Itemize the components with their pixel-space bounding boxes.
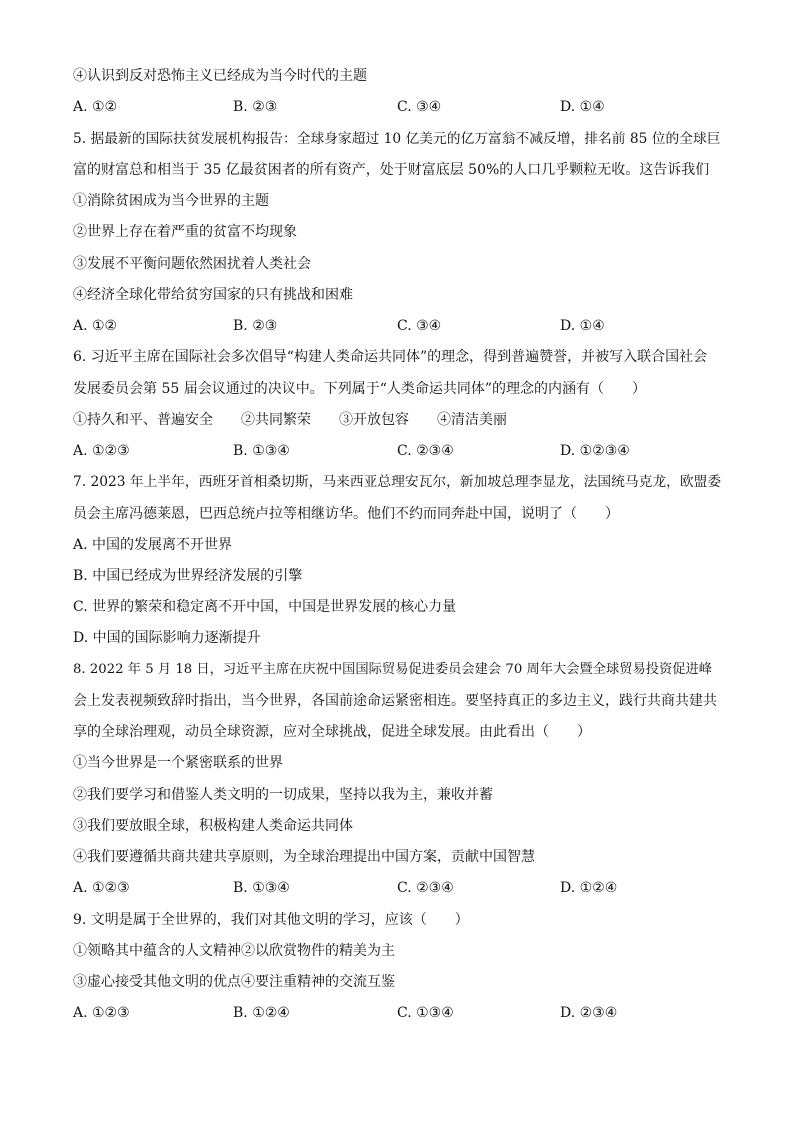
q6-option-b: B. ①③④ <box>233 443 290 459</box>
q8-option-d: D. ①②④ <box>560 880 618 896</box>
q6-stem-line-1: 6. 习近平主席在国际社会多次倡导“构建人类命运共同体”的理念，得到普遍赞誉，并被写入联合国社会 <box>73 349 708 365</box>
q4-option-b: B. ②③ <box>233 99 278 115</box>
q6-option-d: D. ①②③④ <box>560 443 630 459</box>
q4-statement-4: ④认识到反对恐怖主义已经成为当今时代的主题 <box>73 68 367 84</box>
q5-statement-2: ②世界上存在着严重的贫富不均现象 <box>73 224 297 240</box>
q9-stem: 9. 文明是属于全世界的，我们对其他文明的学习，应该（ ） <box>73 912 469 928</box>
q4-option-d: D. ①④ <box>560 99 605 115</box>
q5-option-a: A. ①② <box>73 318 118 334</box>
q6-options <box>73 441 723 461</box>
q5-option-d: D. ①④ <box>560 318 605 334</box>
q9-statements-3-4: ③虚心接受其他文明的优点④要注重精神的交流互鉴 <box>73 974 395 990</box>
q5-statement-4: ④经济全球化带给贫穷国家的只有挑战和困难 <box>73 287 353 303</box>
q9-option-a: A. ①②③ <box>73 1005 130 1021</box>
q7-choice-b: B. 中国已经成为世界经济发展的引擎 <box>73 568 303 584</box>
q8-stem-line-1: 8. 2022 年 5 月 18 日，习近平主席在庆祝中国国际贸易促进委员会建会 70 周年大会暨全球贸易投资促进峰 <box>73 662 712 677</box>
q7-choice-c: C. 世界的繁荣和稳定离不开中国，中国是世界发展的核心力量 <box>73 599 457 615</box>
q8-statement-2: ②我们要学习和借鉴人类文明的一切成果，坚持以我为主，兼收并蓄 <box>73 787 493 803</box>
q4-options <box>73 97 723 117</box>
q6-option-a: A. ①②③ <box>73 443 130 459</box>
q8-stem-line-3: 享的全球治理观，动员全球资源，应对全球挑战，促进全球发展。由此看出（ ） <box>73 724 591 740</box>
q5-statement-3: ③发展不平衡问题依然困扰着人类社会 <box>73 256 311 272</box>
q7-choice-d: D. 中国的国际影响力逐渐提升 <box>73 630 261 646</box>
q6-option-c: C. ②③④ <box>397 443 454 459</box>
q9-option-b: B. ①②④ <box>233 1005 290 1021</box>
q5-option-b: B. ②③ <box>233 318 278 334</box>
q8-option-a: A. ①②③ <box>73 880 130 896</box>
q9-option-c: C. ①③④ <box>397 1005 454 1021</box>
q8-options <box>73 878 723 898</box>
q5-options <box>73 316 723 336</box>
q9-option-d: D. ②③④ <box>560 1005 618 1021</box>
q9-options <box>73 1003 723 1023</box>
q8-option-b: B. ①③④ <box>233 880 290 896</box>
q5-stem-line-1: 5. 据最新的国际扶贫发展机构报告：全球身家超过 10 亿美元的亿万富翁不减反增，排名前 85 位的全球巨 <box>73 131 721 147</box>
q5-option-c: C. ③④ <box>397 318 442 334</box>
q4-option-c: C. ③④ <box>397 99 442 115</box>
q8-statement-1: ①当今世界是一个紧密联系的世界 <box>73 755 283 771</box>
q7-choice-a: A. 中国的发展离不开世界 <box>73 537 233 553</box>
q5-statement-1: ①消除贫困成为当今世界的主题 <box>73 193 269 209</box>
q9-statements-1-2: ①领略其中蕴含的人文精神②以欣赏物件的精美为主 <box>73 943 395 959</box>
q8-option-c: C. ②③④ <box>397 880 454 896</box>
q4-option-a: A. ①② <box>73 99 118 115</box>
q6-stem-line-2: 发展委员会第 55 届会议通过的决议中。下列属于“人类命运共同体”的理念的内涵有（ ） <box>73 381 647 397</box>
q5-stem-line-2: 富的财富总和相当于 35 亿最贫困者的所有资产，处于财富底层 50%的人口几乎颗粒无收。这告诉我们 <box>73 162 710 178</box>
q8-statement-4: ④我们要遵循共商共建共享原则，为全球治理提出中国方案，贡献中国智慧 <box>73 849 535 865</box>
q8-statement-3: ③我们要放眼全球，积极构建人类命运共同体 <box>73 818 353 834</box>
q7-stem-line-1: 7. 2023 年上半年，西班牙首相桑切斯，马来西亚总理安瓦尔，新加坡总理李显龙，法国统马克龙，欧盟委 <box>73 474 722 490</box>
q7-stem-line-2: 员会主席冯德莱恩，巴西总统卢拉等相继访华。他们不约而同奔赴中国，说明了（ ） <box>73 506 619 522</box>
q8-stem-line-2: 会上发表视频致辞时指出，当今世界，各国前途命运紧密相连。要坚持真正的多边主义，践行共商共建共 <box>73 693 717 709</box>
q6-statements: ①持久和平、普遍安全 ②共同繁荣 ③开放包容 ④清洁美丽 <box>73 412 507 428</box>
